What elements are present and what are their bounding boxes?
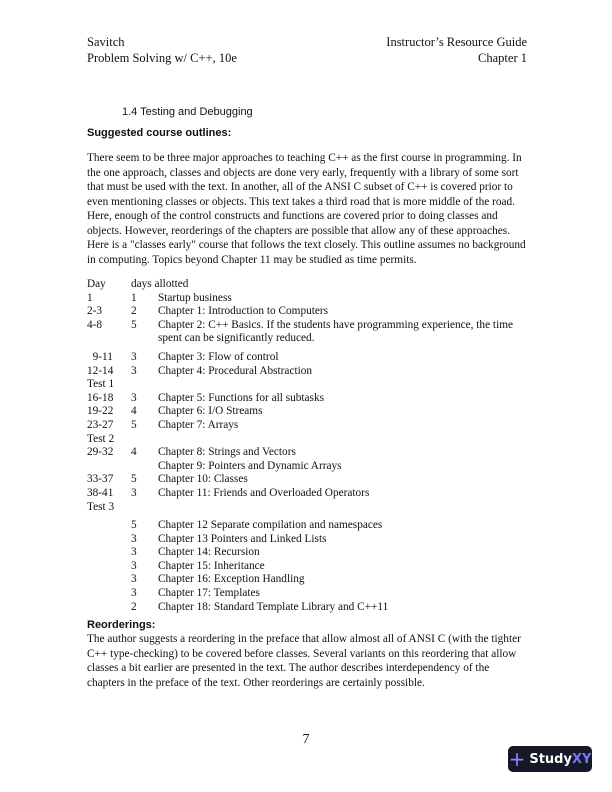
day-cell bbox=[87, 519, 131, 533]
days-cell bbox=[131, 501, 158, 515]
topic-cell: Chapter 8: Strings and Vectors bbox=[158, 446, 296, 459]
day-cell: 19-22 bbox=[87, 405, 114, 418]
page-number: 7 bbox=[302, 732, 310, 747]
topic-cell: Chapter 2: C++ Basics. If the students have programming experience, the time spent can be significantly reduced. bbox=[158, 318, 514, 345]
topic-cell: Chapter 3: Flow of control bbox=[158, 350, 279, 363]
paragraph-classes-early: Here is a "classes early" course that follows the text closely. This outline assumes no background in computing. Topics beyond Chapter 11 may be studied as time permits. bbox=[87, 239, 526, 266]
day-cell: Test 2 bbox=[87, 432, 115, 445]
days-cell: 1 bbox=[131, 291, 137, 304]
table-row bbox=[87, 351, 527, 365]
topic-cell: Chapter 10: Classes bbox=[158, 473, 248, 486]
topic-cell: Chapter 4: Procedural Abstraction bbox=[158, 364, 313, 377]
topic-cell bbox=[158, 501, 527, 515]
day-cell: 16-18 bbox=[87, 391, 114, 404]
table-row bbox=[87, 292, 527, 306]
topic-cell: Chapter 17: Templates bbox=[158, 587, 260, 600]
table-row bbox=[87, 601, 527, 615]
table-row bbox=[87, 587, 527, 601]
table-row bbox=[87, 546, 527, 560]
day-cell: 1 bbox=[87, 291, 93, 304]
topic-cell: Chapter 12 Separate compilation and namespaces bbox=[158, 519, 383, 532]
reorder-heading: Reorderings: bbox=[87, 619, 156, 631]
days-cell: 3 bbox=[131, 573, 137, 586]
table-row bbox=[87, 392, 527, 406]
table-row bbox=[87, 560, 527, 574]
guide-title: Instructor’s Resource Guide bbox=[386, 35, 527, 49]
days-cell: 4 bbox=[131, 446, 137, 459]
col-days-header: days allotted bbox=[131, 278, 189, 290]
topic-cell: Chapter 16: Exception Handling bbox=[158, 573, 305, 586]
table-row bbox=[87, 533, 527, 547]
day-cell bbox=[87, 460, 131, 474]
days-cell: 2 bbox=[131, 600, 137, 613]
topic-cell: Chapter 9: Pointers and Dynamic Arrays bbox=[158, 459, 342, 472]
topic-cell: Chapter 13 Pointers and Linked Lists bbox=[158, 532, 327, 545]
day-cell bbox=[87, 533, 131, 547]
table-row bbox=[87, 378, 527, 392]
table-row bbox=[87, 460, 527, 474]
section-title: 1.4 Testing and Debugging bbox=[122, 106, 253, 118]
day-cell bbox=[87, 560, 131, 574]
book-title: Problem Solving w/ C++, 10e bbox=[87, 51, 237, 65]
topic-cell bbox=[158, 378, 527, 392]
topic-cell: Chapter 15: Inheritance bbox=[158, 559, 265, 572]
day-cell: Test 1 bbox=[87, 378, 115, 391]
table-row bbox=[87, 446, 527, 460]
table-row bbox=[87, 365, 527, 379]
day-cell bbox=[87, 601, 131, 615]
author: Savitch bbox=[87, 35, 125, 49]
table-header bbox=[87, 278, 527, 292]
day-cell: 12-14 bbox=[87, 364, 114, 377]
days-cell: 3 bbox=[131, 532, 137, 545]
topic-cell: Chapter 14: Recursion bbox=[158, 546, 260, 559]
day-cell: 38-41 bbox=[87, 486, 114, 499]
table-row bbox=[87, 405, 527, 419]
day-cell: 23-27 bbox=[87, 418, 114, 431]
table-row bbox=[87, 433, 527, 447]
days-cell: 3 bbox=[131, 486, 137, 499]
badge-logo: StudyXY bbox=[529, 751, 592, 767]
day-cell bbox=[87, 546, 131, 560]
day-cell: 29-32 bbox=[87, 446, 114, 459]
day-cell bbox=[87, 573, 131, 587]
days-cell: 3 bbox=[131, 391, 137, 404]
topic-cell: Chapter 11: Friends and Overloaded Operators bbox=[158, 486, 370, 499]
day-cell: 9-11 bbox=[87, 350, 113, 363]
col-day-header: Day bbox=[87, 278, 106, 290]
table-row bbox=[87, 319, 527, 346]
days-cell: 5 bbox=[131, 473, 137, 486]
days-cell bbox=[131, 433, 158, 447]
table-row bbox=[87, 501, 527, 515]
table-row bbox=[87, 305, 527, 319]
topic-cell: Startup business bbox=[158, 291, 232, 304]
days-cell bbox=[131, 378, 158, 392]
days-cell: 5 bbox=[131, 318, 137, 331]
days-cell: 3 bbox=[131, 546, 137, 559]
topic-cell: Chapter 1: Introduction to Computers bbox=[158, 305, 329, 318]
header-left bbox=[87, 34, 237, 66]
header-right bbox=[386, 34, 527, 66]
days-cell: 3 bbox=[131, 587, 137, 600]
days-cell: 5 bbox=[131, 519, 137, 532]
table-row bbox=[87, 573, 527, 587]
day-cell: 2-3 bbox=[87, 305, 103, 318]
days-cell: 3 bbox=[131, 559, 137, 572]
day-cell: Test 3 bbox=[87, 500, 115, 513]
days-cell: 3 bbox=[131, 350, 137, 363]
table-row bbox=[87, 487, 527, 501]
day-cell: 4-8 bbox=[87, 318, 103, 331]
chapter-label: Chapter 1 bbox=[478, 51, 527, 65]
topic-cell: Chapter 18: Standard Template Library and C++11 bbox=[158, 600, 389, 613]
plus-icon: + bbox=[508, 747, 526, 771]
topic-cell bbox=[158, 433, 527, 447]
days-cell: 2 bbox=[131, 305, 137, 318]
outline-heading: Suggested course outlines: bbox=[87, 127, 232, 139]
days-cell: 3 bbox=[131, 364, 137, 377]
topic-cell: Chapter 6: I/O Streams bbox=[158, 405, 263, 418]
studyxy-badge[interactable] bbox=[508, 746, 592, 772]
days-cell: 4 bbox=[131, 405, 137, 418]
paragraph-intro: There seem to be three major approaches to teaching C++ as the first course in programming. In the one approach, classes and objects are done very early, frequently with a library of some sort that must be used with the text. In another, all of the ANSI C subset of C++ is covered prior to even mentioning classes or objects. This text takes a third road that is more middle of the road. Here, enough of the control constructs and functions are covered prior to doing classes and objects. However, reorderings of the chapters are possible that allow any of these approaches. bbox=[87, 152, 522, 237]
table-row bbox=[87, 419, 527, 433]
days-cell bbox=[131, 460, 158, 474]
day-cell: 33-37 bbox=[87, 473, 114, 486]
table-row bbox=[87, 473, 527, 487]
course-outline-table bbox=[87, 278, 527, 614]
topic-cell: Chapter 5: Functions for all subtasks bbox=[158, 391, 324, 404]
paragraph-reorderings: The author suggests a reordering in the preface that allow almost all of ANSI C (with the tighter C++ type-checking) to be covered before classes. Several variants on this reordering that allow classes a bit earlier are presented in the text. The author describes interdependency of the chapters in the preface of the text. Other reorderings are certainly possible. bbox=[87, 633, 521, 689]
day-cell bbox=[87, 587, 131, 601]
table-row bbox=[87, 519, 527, 533]
topic-cell: Chapter 7: Arrays bbox=[158, 418, 239, 431]
days-cell: 5 bbox=[131, 418, 137, 431]
